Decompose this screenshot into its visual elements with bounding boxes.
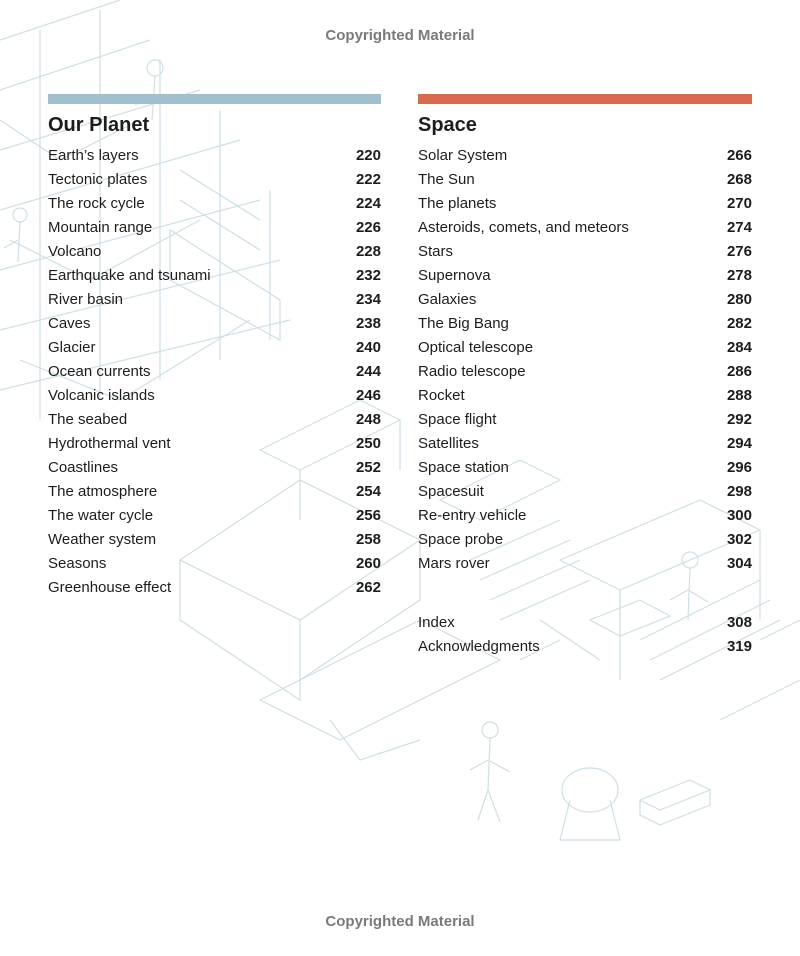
toc-entry[interactable] <box>418 360 752 384</box>
toc-entry-page: 258 <box>355 531 381 548</box>
toc-entry[interactable] <box>48 432 381 456</box>
toc-entry-title: Hydrothermal vent <box>48 435 171 452</box>
toc-entry-title: Space flight <box>418 411 497 428</box>
toc-entry-index[interactable] <box>418 611 752 635</box>
toc-entry-title: Index <box>418 614 455 631</box>
toc-entry-title: Stars <box>418 243 454 260</box>
toc-entry-page: 240 <box>355 339 381 356</box>
toc-entry[interactable] <box>48 528 381 552</box>
toc-entry-title: Earthquake and tsunami <box>48 267 211 284</box>
toc-entry-title: The water cycle <box>48 507 154 524</box>
toc-entry-title: Earth’s layers <box>48 147 139 164</box>
toc-entry-title: Satellites <box>418 435 479 452</box>
toc-entry-page: 282 <box>726 315 752 332</box>
our-planet-section <box>48 94 381 600</box>
toc-entry-title: Space probe <box>418 531 504 548</box>
toc-entry[interactable] <box>48 456 381 480</box>
toc-entry-page: 220 <box>355 147 381 164</box>
toc-entry[interactable] <box>48 216 381 240</box>
toc-entry-title: Weather system <box>48 531 157 548</box>
toc-entry-page: 222 <box>355 171 381 188</box>
toc-entry-title: The rock cycle <box>48 195 145 212</box>
toc-entry-title: Optical telescope <box>418 339 534 356</box>
toc-entry[interactable] <box>48 336 381 360</box>
toc-entry-title: Mountain range <box>48 219 153 236</box>
toc-entry-title: Acknowledgments <box>418 638 540 655</box>
toc-entry-title: Asteroids, comets, and meteors <box>418 219 629 236</box>
toc-entry[interactable] <box>48 480 381 504</box>
toc-entry-title: The Big Bang <box>418 315 509 332</box>
toc-entry[interactable] <box>418 480 752 504</box>
toc-entry-page: 280 <box>726 291 752 308</box>
copyright-watermark-top: Copyrighted Material <box>325 27 475 44</box>
toc-entry-page: 248 <box>355 411 381 428</box>
toc-entry-page: 302 <box>726 531 752 548</box>
toc-entry[interactable] <box>48 576 381 600</box>
toc-entry-page: 244 <box>355 363 381 380</box>
toc-entry-title: Volcano <box>48 243 102 260</box>
toc-entry-title: Volcanic islands <box>48 387 155 404</box>
toc-entry-page: 228 <box>355 243 381 260</box>
toc-entry-page: 256 <box>355 507 381 524</box>
toc-entry[interactable] <box>48 240 381 264</box>
toc-entry-page: 232 <box>355 267 381 284</box>
toc-entry-page: 262 <box>355 579 381 596</box>
toc-entry-page: 294 <box>726 435 752 452</box>
toc-entry-page: 292 <box>726 411 752 428</box>
toc-entry-page: 250 <box>355 435 381 452</box>
toc-entry-page: 276 <box>726 243 752 260</box>
toc-entry[interactable] <box>48 384 381 408</box>
toc-entry-page: 278 <box>726 267 752 284</box>
toc-entry-title: Tectonic plates <box>48 171 148 188</box>
toc-entry-page: 304 <box>726 555 752 572</box>
toc-entry-page: 224 <box>355 195 381 212</box>
toc-entry-page: 226 <box>355 219 381 236</box>
toc-entry-title: The Sun <box>418 171 475 188</box>
toc-entry-page: 284 <box>726 339 752 356</box>
toc-entry[interactable] <box>418 264 752 288</box>
toc-entry-title: Seasons <box>48 555 107 572</box>
toc-entry[interactable] <box>48 552 381 576</box>
toc-entry-title: Supernova <box>418 267 491 284</box>
toc-entry-title: Caves <box>48 315 91 332</box>
toc-entry-title: The seabed <box>48 411 128 428</box>
toc-entry[interactable] <box>418 432 752 456</box>
toc-entry[interactable] <box>418 504 752 528</box>
toc-entry-title: River basin <box>48 291 124 308</box>
toc-entry[interactable] <box>418 168 752 192</box>
toc-entry[interactable] <box>48 288 381 312</box>
space-toc-list <box>418 144 752 576</box>
our-planet-heading: Our Planet <box>48 114 150 136</box>
toc-entry-title: Greenhouse effect <box>48 579 172 596</box>
toc-entry-page: 238 <box>355 315 381 332</box>
toc-entry-title: The atmosphere <box>48 483 158 500</box>
toc-entry[interactable] <box>48 144 381 168</box>
toc-entry[interactable] <box>418 144 752 168</box>
toc-entry-page: 319 <box>726 638 752 655</box>
space-section <box>418 94 752 659</box>
toc-entry-title: The planets <box>418 195 497 212</box>
toc-entry[interactable] <box>418 336 752 360</box>
toc-entry-title: Re-entry vehicle <box>418 507 527 524</box>
toc-entry-title: Ocean currents <box>48 363 151 380</box>
toc-entry-title: Rocket <box>418 387 465 404</box>
toc-entry-acknowledgments[interactable] <box>418 635 752 659</box>
toc-entry[interactable] <box>418 528 752 552</box>
toc-entry[interactable] <box>418 312 752 336</box>
toc-entry-title: Radio telescope <box>418 363 526 380</box>
toc-entry-title: Solar System <box>418 147 508 164</box>
toc-entry-title: Galaxies <box>418 291 477 308</box>
toc-entry[interactable] <box>48 408 381 432</box>
space-color-bar <box>418 94 752 104</box>
toc-entry-page: 296 <box>726 459 752 476</box>
toc-entry[interactable] <box>418 240 752 264</box>
toc-entry[interactable] <box>48 360 381 384</box>
toc-entry[interactable] <box>418 216 752 240</box>
our-planet-toc-list <box>48 144 381 600</box>
toc-entry-page: 270 <box>726 195 752 212</box>
toc-entry[interactable] <box>418 456 752 480</box>
toc-entry-page: 252 <box>355 459 381 476</box>
toc-entry[interactable] <box>418 192 752 216</box>
toc-entry-title: Space station <box>418 459 509 476</box>
toc-entry-page: 288 <box>726 387 752 404</box>
toc-entry-page: 308 <box>726 614 752 631</box>
toc-entry[interactable] <box>48 168 381 192</box>
our-planet-color-bar <box>48 94 381 104</box>
toc-entry-page: 298 <box>726 483 752 500</box>
toc-entry-page: 260 <box>355 555 381 572</box>
toc-entry-page: 274 <box>726 219 752 236</box>
toc-entry-title: Coastlines <box>48 459 119 476</box>
toc-entry[interactable] <box>48 504 381 528</box>
toc-entry[interactable] <box>48 264 381 288</box>
toc-entry-page: 254 <box>355 483 381 500</box>
toc-entry-title: Mars rover <box>418 555 490 572</box>
toc-entry-page: 266 <box>726 147 752 164</box>
toc-entry-page: 300 <box>726 507 752 524</box>
toc-entry-title: Glacier <box>48 339 96 356</box>
toc-entry[interactable] <box>418 384 752 408</box>
toc-entry[interactable] <box>48 312 381 336</box>
toc-entry-page: 246 <box>355 387 381 404</box>
toc-entry[interactable] <box>418 288 752 312</box>
toc-entry[interactable] <box>418 408 752 432</box>
toc-entry-page: 268 <box>726 171 752 188</box>
toc-entry-page: 286 <box>726 363 752 380</box>
toc-entry-title: Spacesuit <box>418 483 484 500</box>
toc-entry[interactable] <box>418 552 752 576</box>
space-heading: Space <box>418 114 477 136</box>
copyright-watermark-bottom: Copyrighted Material <box>325 913 475 930</box>
toc-entry[interactable] <box>48 192 381 216</box>
back-matter-list <box>418 611 752 659</box>
toc-entry-page: 234 <box>355 291 381 308</box>
